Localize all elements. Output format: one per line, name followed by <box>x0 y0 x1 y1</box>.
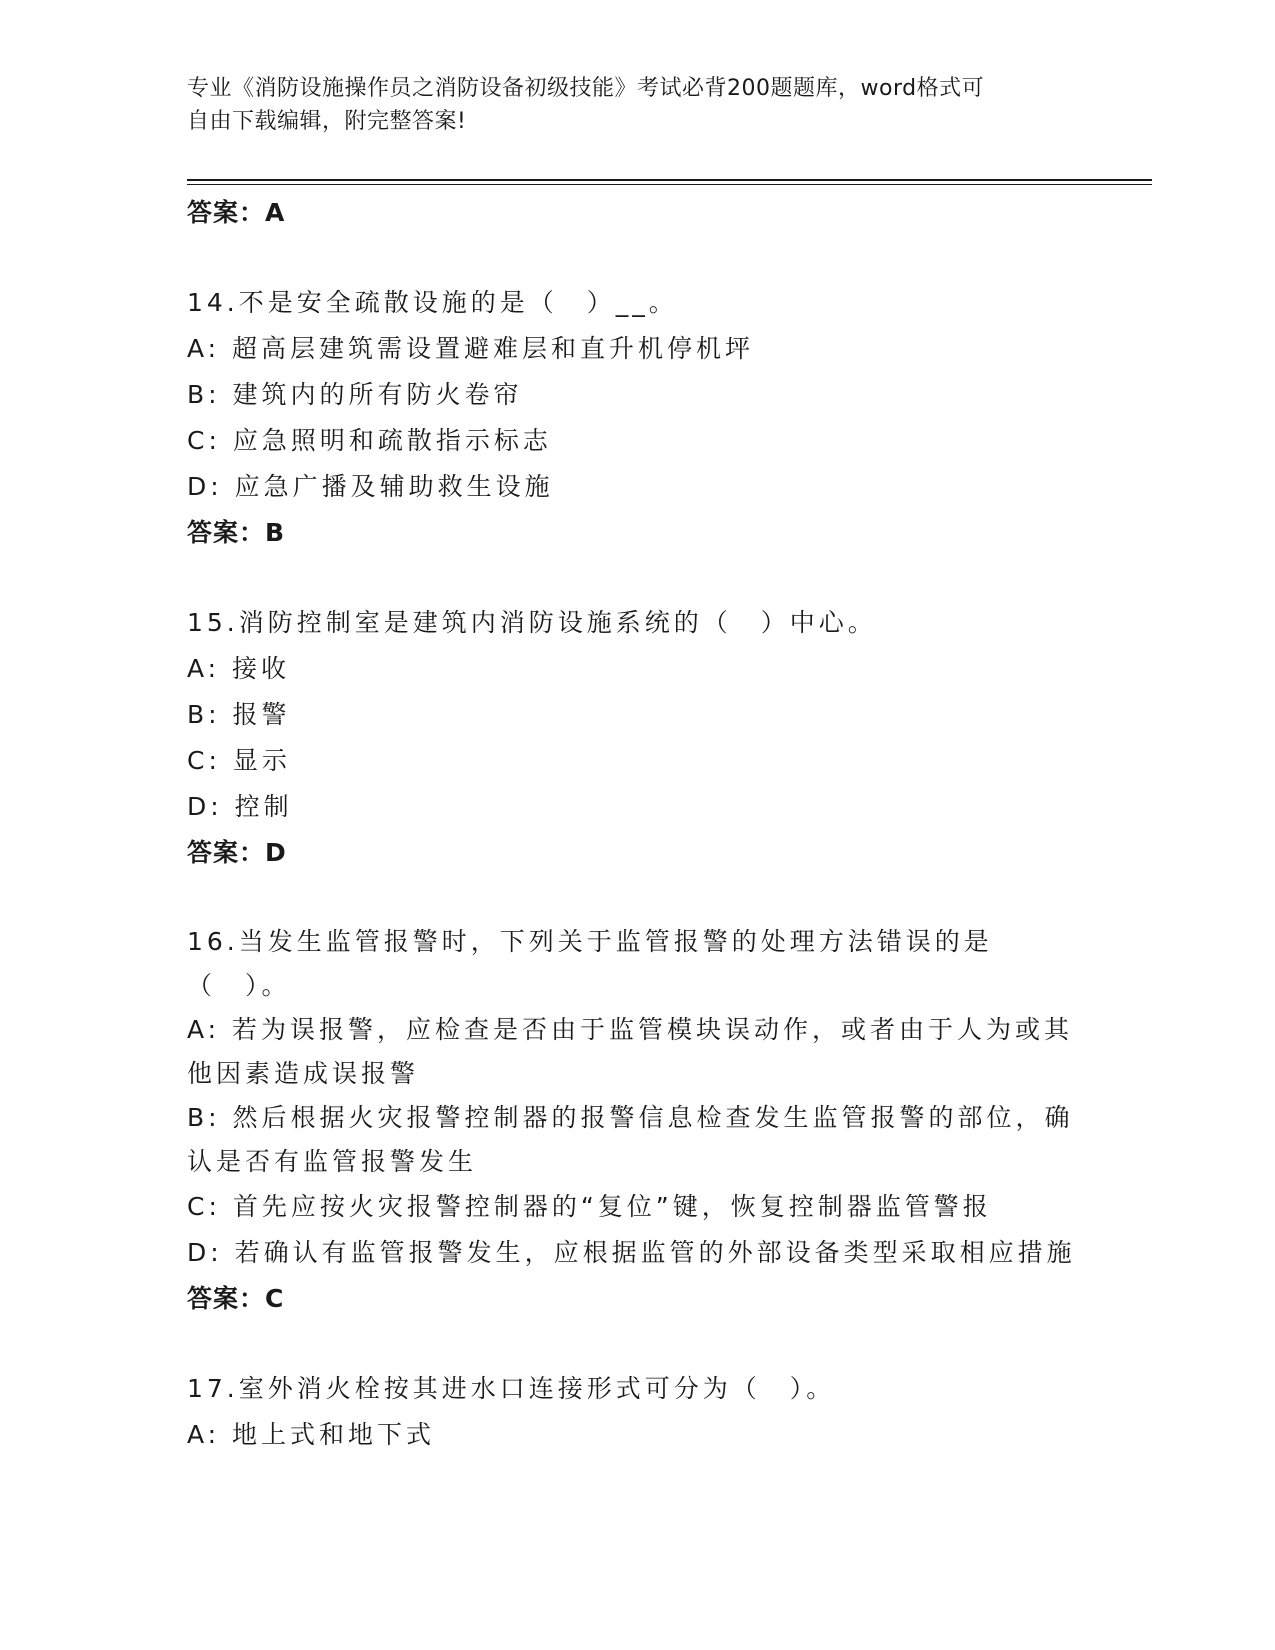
question-item <box>187 920 1087 1322</box>
answer-label: 答案：C <box>187 1284 285 1313</box>
option-c: C: 显示 <box>187 746 291 775</box>
option-a: A: 接收 <box>187 654 291 683</box>
question-stem: 14.不是安全疏散设施的是（ ）__。 <box>187 288 678 317</box>
question-stem: 16.当发生监管报警时，下列关于监管报警的处理方法错误的是（ ）。 <box>187 927 993 1000</box>
question-item <box>187 1366 1087 1458</box>
option-d: D: 控制 <box>187 792 293 821</box>
question-list <box>187 190 1087 1458</box>
question-item <box>187 600 1087 876</box>
option-a: A: 超高层建筑需设置避难层和直升机停机坪 <box>187 334 755 363</box>
answer-label: 答案：B <box>187 518 286 547</box>
header-line-2: 自由下载编辑，附完整答案! <box>187 109 467 134</box>
header-divider-thick <box>187 179 1152 181</box>
question-item <box>187 280 1087 556</box>
option-a: A: 若为误报警，应检查是否由于监管模块误动作，或者由于人为或其他因素造成误报警 <box>187 1015 1074 1088</box>
question-stem: 15.消防控制室是建筑内消防设施系统的（ ）中心。 <box>187 608 877 637</box>
option-c: C: 首先应按火灾报警控制器的“复位”键，恢复控制器监管警报 <box>187 1192 992 1221</box>
option-d: D: 应急广播及辅助救生设施 <box>187 472 554 501</box>
option-c: C: 应急照明和疏散指示标志 <box>187 426 552 455</box>
answer-label: 答案：A <box>187 198 286 227</box>
header-line-1: 专业《消防设施操作员之消防设备初级技能》考试必背200题题库，word格式可 <box>187 76 985 101</box>
option-d: D: 若确认有监管报警发生，应根据监管的外部设备类型采取相应措施 <box>187 1238 1076 1267</box>
option-b: B: 报警 <box>187 700 291 729</box>
document-header <box>187 72 1087 138</box>
answer-label: 答案：D <box>187 838 287 867</box>
header-divider-thin <box>187 184 1152 185</box>
option-a: A: 地上式和地下式 <box>187 1420 436 1449</box>
option-b: B: 建筑内的所有防火卷帘 <box>187 380 523 409</box>
question-stem: 17.室外消火栓按其进水口连接形式可分为（ ）。 <box>187 1374 836 1403</box>
option-b: B: 然后根据火灾报警控制器的报警信息检查发生监管报警的部位，确认是否有监管报警发生 <box>187 1103 1074 1176</box>
